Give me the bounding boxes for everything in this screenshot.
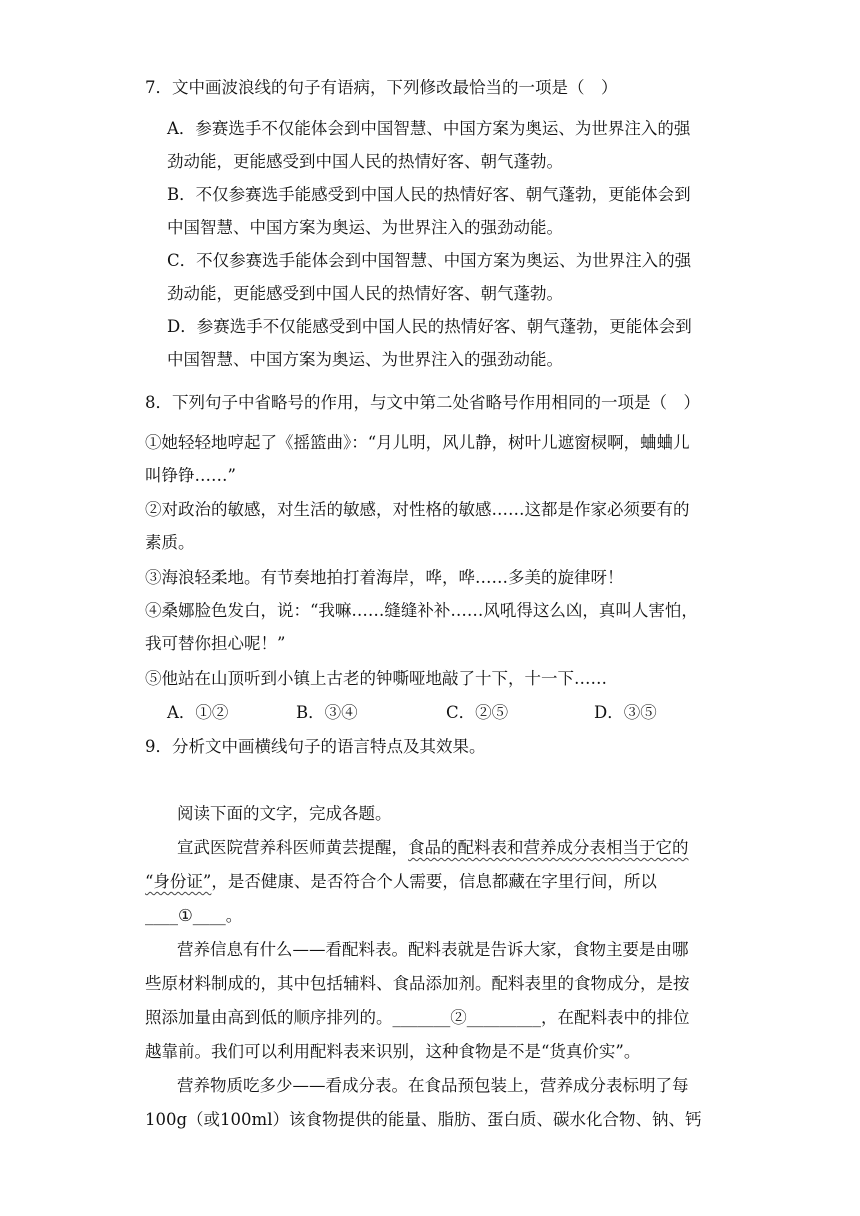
q7-option-a-line1: A．参赛选手不仅能体会到中国智慧、中国方案为奥运、为世界注入的强	[167, 119, 691, 138]
q7-option-c-line1: C．不仅参赛选手能体会到中国智慧、中国方案为奥运、为世界注入的强	[167, 251, 692, 270]
q7-option-b-line1: B．不仅参赛选手能感受到中国人民的热情好客、朝气蓬勃，更能体会到	[167, 185, 691, 204]
passage-p1-wavy-2: “身份证”	[145, 872, 212, 891]
passage-p2-line3: 照添加量由高到低的顺序排列的。_______②_________，在配料表中的排位	[145, 1008, 690, 1027]
q8-stem: 8．下列句子中省略号的作用，与文中第二处省略号作用相同的一项是（ ）	[145, 393, 700, 412]
passage-p2-line2: 些原材料制成的，其中包括辅料、食品添加剂。配料表里的食物成分，是按	[145, 974, 690, 993]
q8-sentence-2-line2: 素质。	[145, 533, 195, 552]
q8-sentence-5: ⑤他站在山顶听到小镇上古老的钟嘶哑地敲了十下，十一下……	[145, 669, 607, 688]
passage-p1-rest: ，是否健康、是否符合个人需要，信息都藏在字里行间，所以	[211, 872, 657, 891]
passage-p2-line4: 越靠前。我们可以利用配料表来识别，这种食物是不是“货真价实”。	[145, 1042, 641, 1061]
q7-option-d-line1: D．参赛选手不仅能感受到中国人民的热情好客、朝气蓬勃，更能体会到	[167, 317, 692, 336]
q8-option-c: C．②⑤	[446, 703, 509, 722]
passage-p1-blank: ____①____。	[145, 906, 243, 925]
q7-stem: 7．文中画波浪线的句子有语病，下列修改最恰当的一项是（ ）	[145, 78, 618, 97]
q8-sentence-2-line1: ②对政治的敏感，对生活的敏感，对性格的敏感……这都是作家必须要有的	[145, 500, 690, 519]
passage-p1-line2	[145, 871, 657, 893]
q8-sentence-4-line1: ④桑娜脸色发白，说：“我嘛……缝缝补补……风吼得这么凶，真叫人害怕，	[145, 601, 698, 620]
q8-sentence-3: ③海浪轻柔地。有节奏地拍打着海岸，哗，哗……多美的旋律呀！	[145, 568, 624, 587]
passage-p2-line1: 营养信息有什么——看配料表。配料表就是告诉大家，食物主要是由哪	[177, 940, 689, 959]
passage-intro: 阅读下面的文字，完成各题。	[177, 804, 392, 823]
q7-option-b-line2: 中国智慧、中国方案为奥运、为世界注入的强劲动能。	[167, 218, 563, 237]
q7-option-c-line2: 劲动能，更能感受到中国人民的热情好客、朝气蓬勃。	[167, 284, 563, 303]
passage-p3-line1: 营养物质吃多少——看成分表。在食品预包装上，营养成分表标明了每	[177, 1076, 689, 1095]
passage-p1-start: 宣武医院营养科医师黄芸提醒，	[177, 838, 408, 857]
q7-option-a-line2: 劲动能，更能感受到中国人民的热情好客、朝气蓬勃。	[167, 152, 563, 171]
passage-p1-wavy-1: 食品的配料表和营养成分表相当于它的	[408, 838, 689, 857]
q8-sentence-1-line2: 叫铮铮……”	[145, 466, 236, 485]
q8-sentence-4-line2: 我可替你担心呢！”	[145, 634, 286, 653]
q8-sentence-1-line1: ①她轻轻地哼起了《摇篮曲》：“月儿明，风儿静，树叶儿遮窗棂啊，蛐蛐儿	[145, 433, 690, 452]
passage-p3-line2: 100g（或100ml）该食物提供的能量、脂肪、蛋白质、碳水化合物、钠、钙	[145, 1110, 702, 1129]
q8-option-d: D．③⑤	[594, 703, 657, 722]
q8-option-a: A．①②	[167, 703, 229, 722]
q8-option-b: B．③④	[296, 703, 358, 722]
q9-stem: 9．分析文中画横线句子的语言特点及其效果。	[145, 737, 486, 756]
passage-p1-line1	[177, 837, 689, 859]
q7-option-d-line2: 中国智慧、中国方案为奥运、为世界注入的强劲动能。	[167, 350, 563, 369]
